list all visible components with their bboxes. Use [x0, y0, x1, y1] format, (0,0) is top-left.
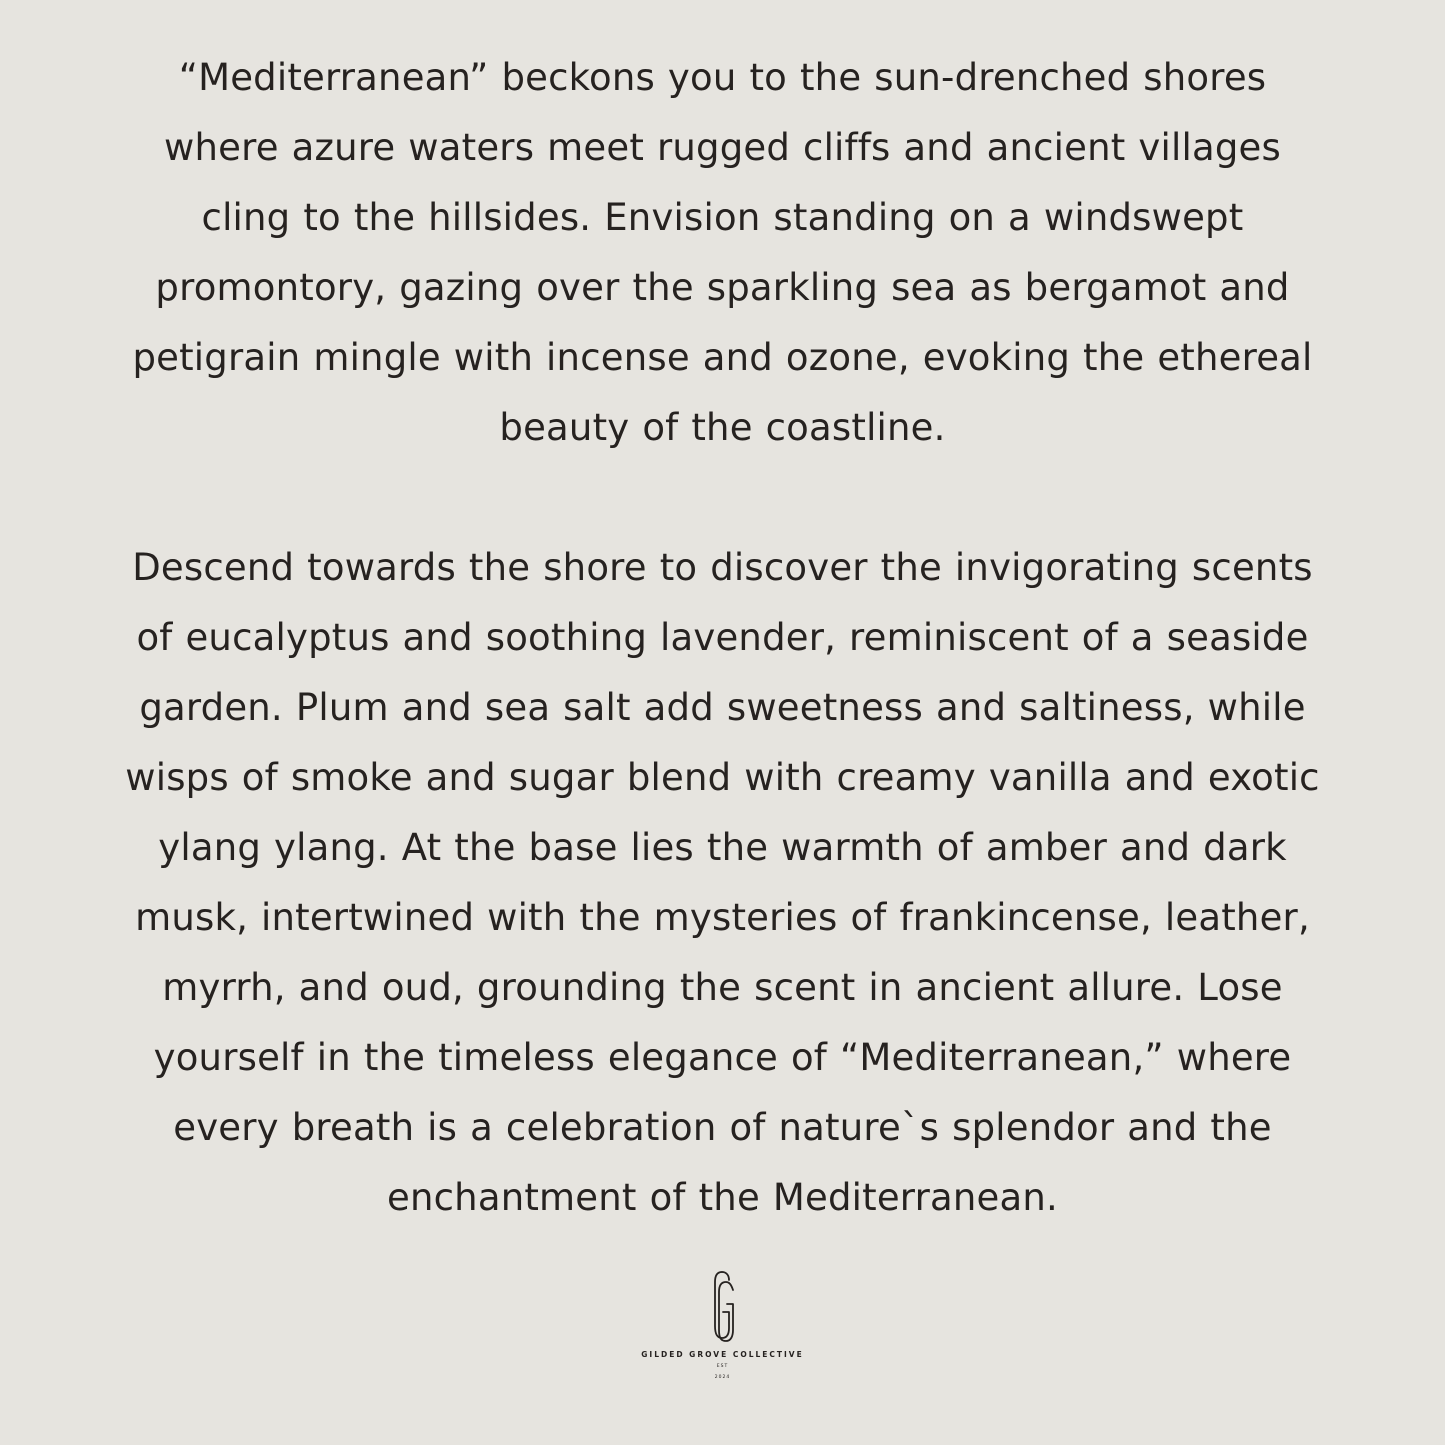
- paragraph-line: every breath is a celebration of nature`s splendor and the: [173, 1106, 1272, 1149]
- brand-logo: [620, 1268, 825, 1418]
- description-paragraph-1: [40, 43, 1405, 463]
- description-paragraph-2: [40, 533, 1405, 1233]
- paragraph-line: yourself in the timeless elegance of “Mediterranean,” where: [153, 1036, 1292, 1079]
- brand-est-label: EST: [716, 1364, 729, 1369]
- paragraph-line: wisps of smoke and sugar blend with creamy vanilla and exotic: [125, 756, 1320, 799]
- paragraph-line: of eucalyptus and soothing lavender, reminiscent of a seaside: [136, 616, 1309, 659]
- brand-name: GILDED GROVE COLLECTIVE: [641, 1350, 804, 1359]
- paragraph-line: musk, intertwined with the mysteries of frankincense, leather,: [135, 896, 1310, 939]
- gg-monogram-icon: [703, 1268, 743, 1344]
- paragraph-line: beauty of the coastline.: [499, 406, 946, 449]
- paragraph-line: garden. Plum and sea salt add sweetness and saltiness, while: [139, 686, 1306, 729]
- paragraph-line: myrrh, and oud, grounding the scent in ancient allure. Lose: [162, 966, 1283, 1009]
- brand-est-year: 2024: [714, 1375, 731, 1380]
- paragraph-line: Descend towards the shore to discover the invigorating scents: [132, 546, 1313, 589]
- paragraph-line: where azure waters meet rugged cliffs and ancient villages: [164, 126, 1281, 169]
- paragraph-line: ylang ylang. At the base lies the warmth of amber and dark: [158, 826, 1287, 869]
- paragraph-line: “Mediterranean” beckons you to the sun-drenched shores: [178, 56, 1267, 99]
- paragraph-line: petigrain mingle with incense and ozone, evoking the ethereal: [132, 336, 1313, 379]
- paragraph-line: enchantment of the Mediterranean.: [387, 1176, 1058, 1219]
- paragraph-line: promontory, gazing over the sparkling sea as bergamot and: [155, 266, 1290, 309]
- paragraph-line: cling to the hillsides. Envision standing on a windswept: [201, 196, 1244, 239]
